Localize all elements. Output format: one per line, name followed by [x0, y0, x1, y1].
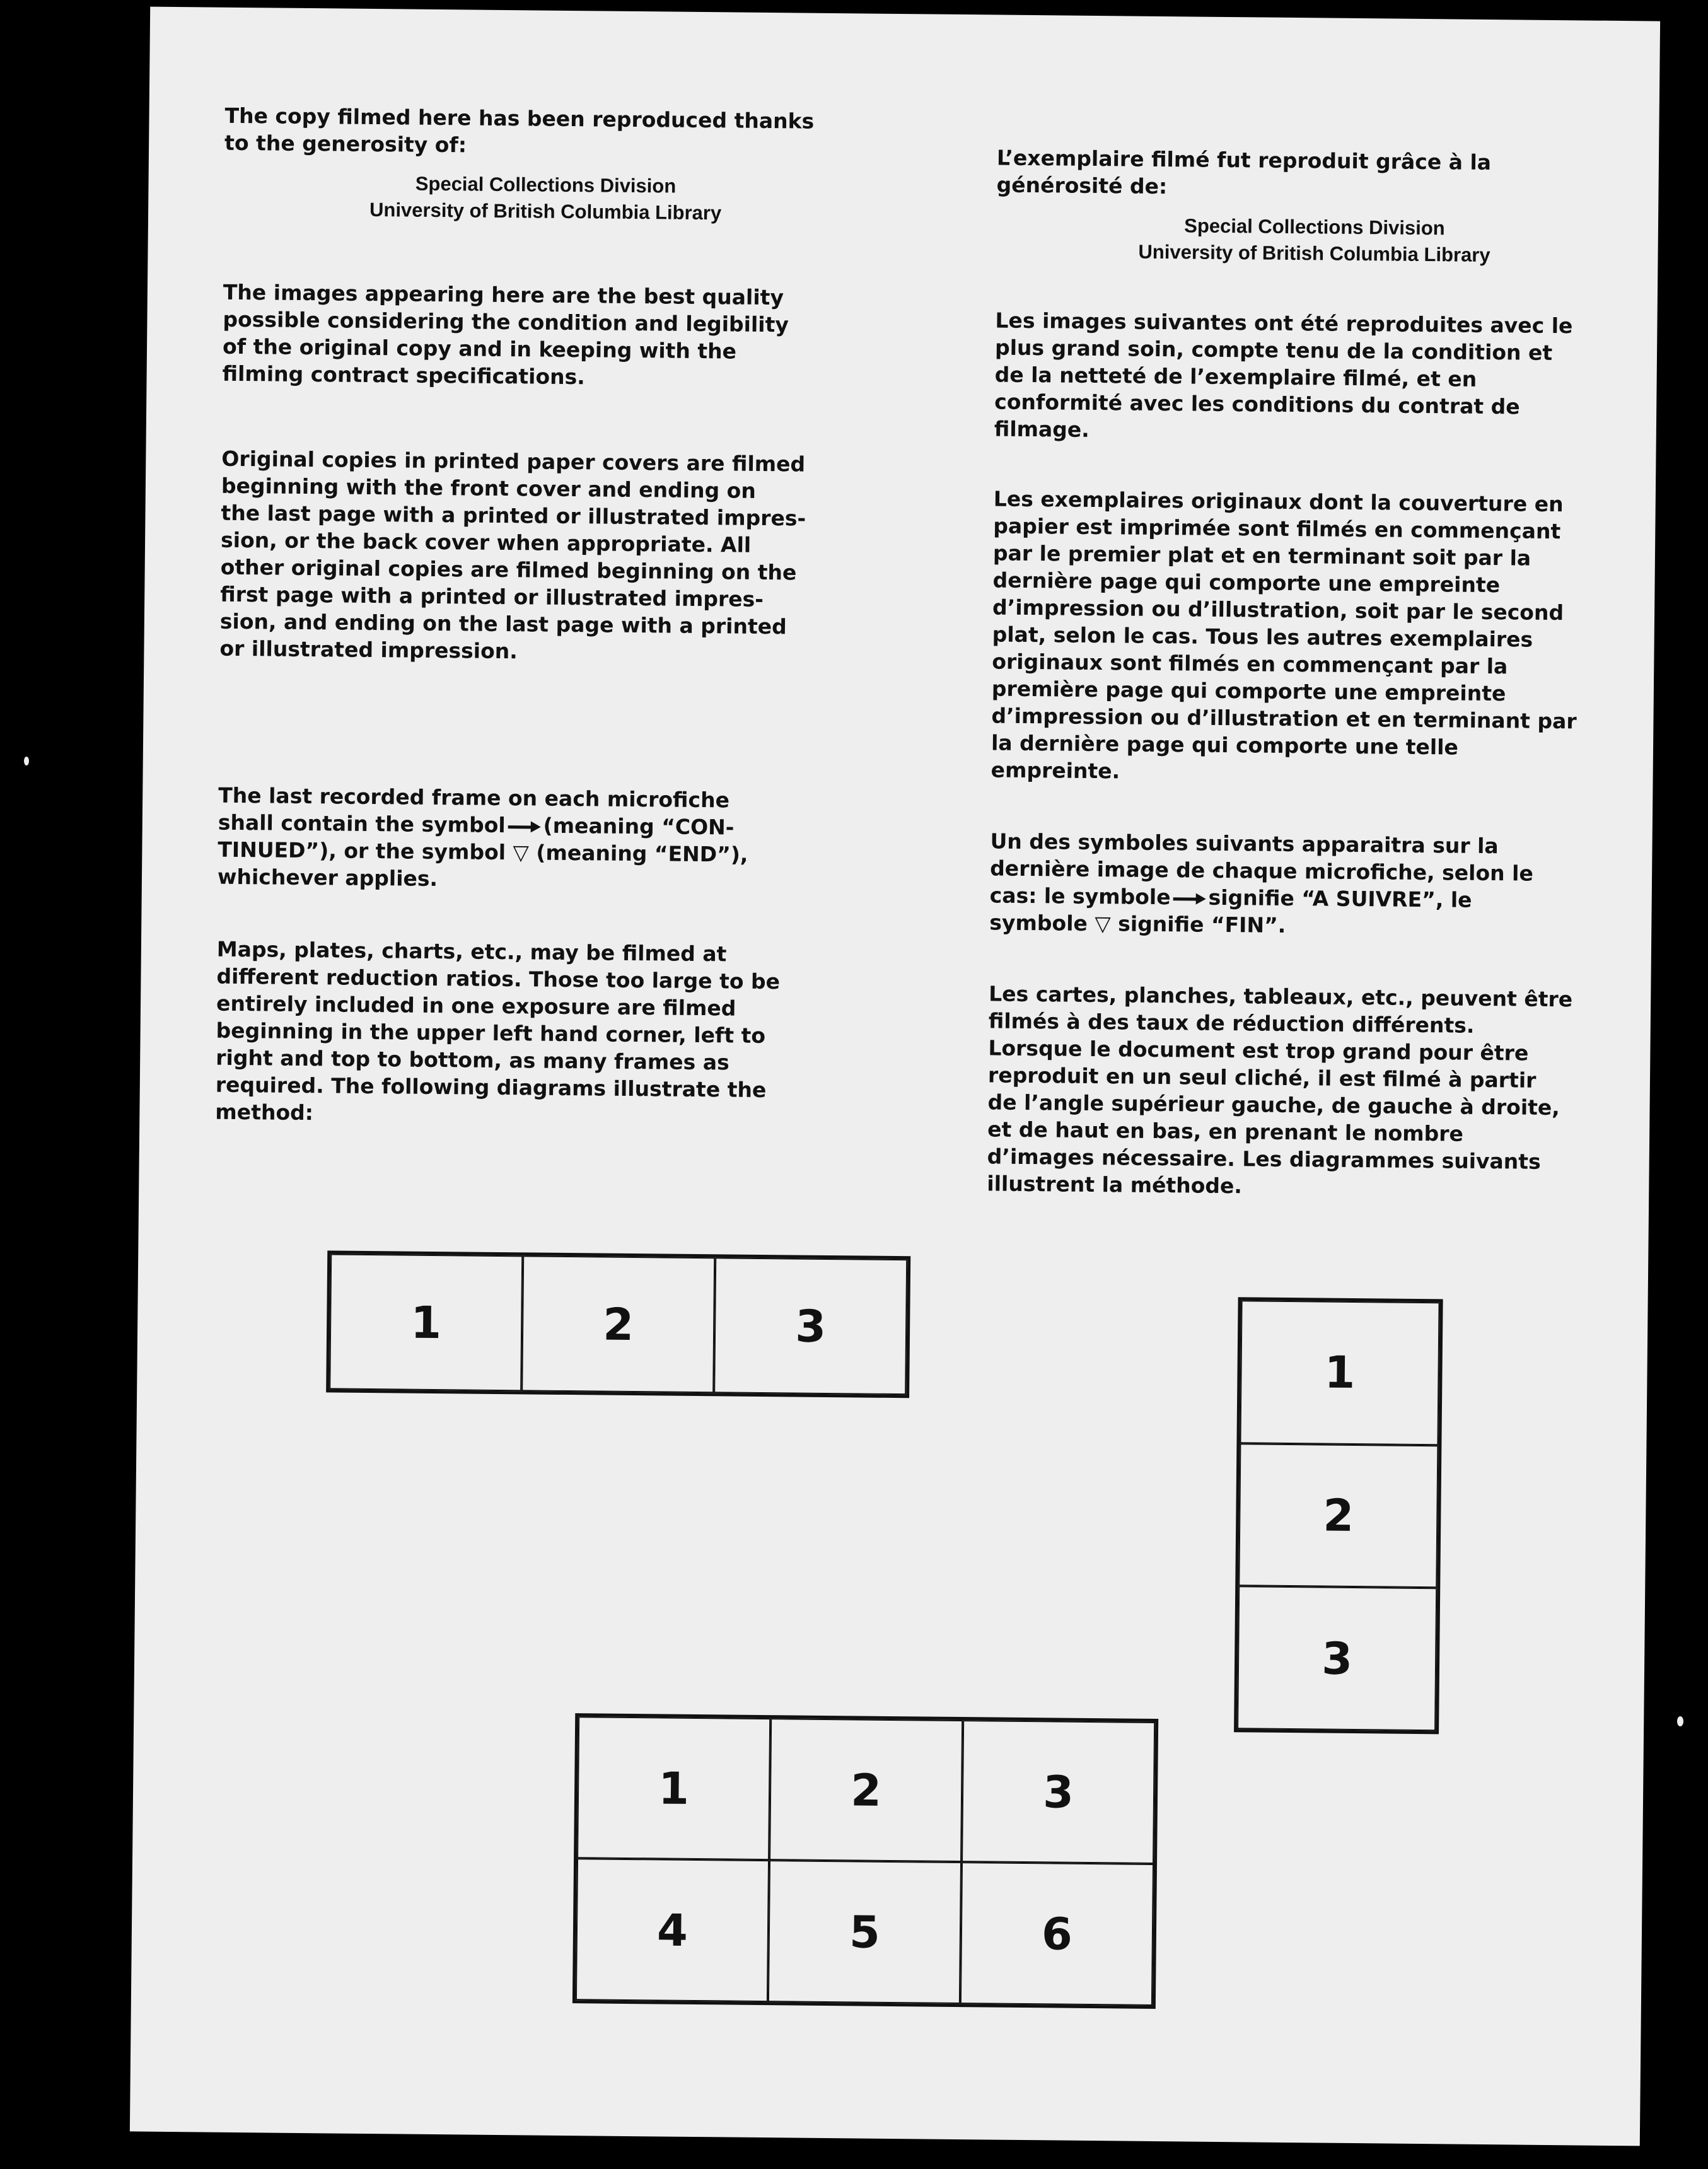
french-frame-text-a: Un des symboles suivants apparaitra sur la dernière image de chaque microfiche, selon le cas: le symbole	[989, 829, 1534, 910]
frame-cell: 1	[1240, 1300, 1439, 1445]
french-frame-text-b: signifie “A SUIVRE”, le symbole ▽ signifie “FIN”.	[989, 885, 1472, 938]
film-speck	[1601, 25, 1609, 29]
english-maps-notice: Maps, plates, charts, etc., may be filmed at different reduction ratios. Those too large to be entirely included in one exposure are filmed beginning in the upper left hand corner, left to right and top to bottom, as many frames as required. The following diagrams illustrate the method:	[215, 936, 781, 1125]
frame-cell: 5	[768, 1860, 961, 2004]
english-frame-symbol-notice	[218, 782, 862, 897]
english-column	[215, 102, 868, 1132]
french-intro: L’exemplaire filmé fut reproduit grâce à la générosité de:	[996, 145, 1492, 199]
frame-cell: 1	[329, 1253, 523, 1391]
french-original-copies-notice: Les exemplaires originaux dont la couverture en papier est imprimée sont filmés en commençant par le premier plat et en terminant soit par la dernière page qui comporte une empreinte d’impression ou d’illustration, soit par le second plat, selon le cas. Tous les autres exemplaires originaux sont filmés en commençant par la première page qui comporte une empreinte d’impression ou d’illustration et en terminant par la dernière page qui comporte une telle empreinte.	[991, 486, 1577, 784]
film-speck	[1677, 1716, 1683, 1726]
continued-arrow-icon	[1173, 893, 1206, 904]
film-speck	[24, 757, 29, 765]
frame-cell: 2	[769, 1718, 963, 1862]
diagram-horizontal-frames	[326, 1250, 910, 1398]
diagram-vertical-frames	[1234, 1297, 1443, 1734]
continued-arrow-icon	[508, 821, 541, 832]
frame-cell: 3	[714, 1257, 907, 1395]
english-original-copies-notice: Original copies in printed paper covers are filmed beginning with the front cover and ending on the last page with a printed or illustrated impres- sion, or the back cover when appropriate. All other original copies are filmed beginning on the first page with a printed or illustrated impres- sion, and ending on the last page with a printed or illustrated impression.	[219, 446, 806, 664]
english-frame-text-b: (meaning “CON- TINUED”), or the symbol ▽ (meaning “END”), whichever applies.	[217, 813, 748, 892]
frame-cell: 2	[521, 1255, 715, 1393]
english-intro: The copy filmed here has been reproduced thanks to the generosity of:	[224, 103, 815, 158]
french-maps-notice: Les cartes, planches, tableaux, etc., peuvent être filmés à des taux de réduction différents. Lorsque le document est trop grand pour être reproduit en un seul cliché, il est filmé à partir de l’angle supérieur gauche, de gauche à droite, et de haut en bas, en prenant le nombre d’images nécessaire. Les diagrammes suivants illustrent la méthode.	[987, 981, 1573, 1199]
frame-cell: 3	[961, 1720, 1155, 1864]
french-column	[987, 144, 1634, 1203]
document-sheet	[130, 7, 1660, 2146]
english-frame-text-a: The last recorded frame on each microfiche shall contain the symbol	[218, 782, 730, 838]
frame-cell: 1	[577, 1716, 770, 1860]
french-credit: Special Collections Division University of British Columbia Library	[1138, 214, 1490, 267]
frame-cell: 3	[1237, 1586, 1437, 1731]
english-quality-notice: The images appearing here are the best quality possible considering the condition and legibility of the original copy and in keeping with the filming contract specifications.	[222, 279, 789, 390]
french-frame-symbol-notice	[989, 827, 1627, 942]
frame-cell: 6	[960, 1862, 1154, 2006]
frame-cell: 4	[576, 1858, 769, 2002]
english-credit: Special Collections Division University of British Columbia Library	[369, 172, 722, 224]
french-quality-notice: Les images suivantes ont été reproduites avec le plus grand soin, compte tenu de la condition et de la netteté de l’exemplaire filmé, et en conformité avec les conditions du contrat de filmage.	[994, 308, 1573, 442]
frame-cell: 2	[1238, 1443, 1438, 1588]
diagram-grid-frames	[572, 1713, 1158, 2009]
